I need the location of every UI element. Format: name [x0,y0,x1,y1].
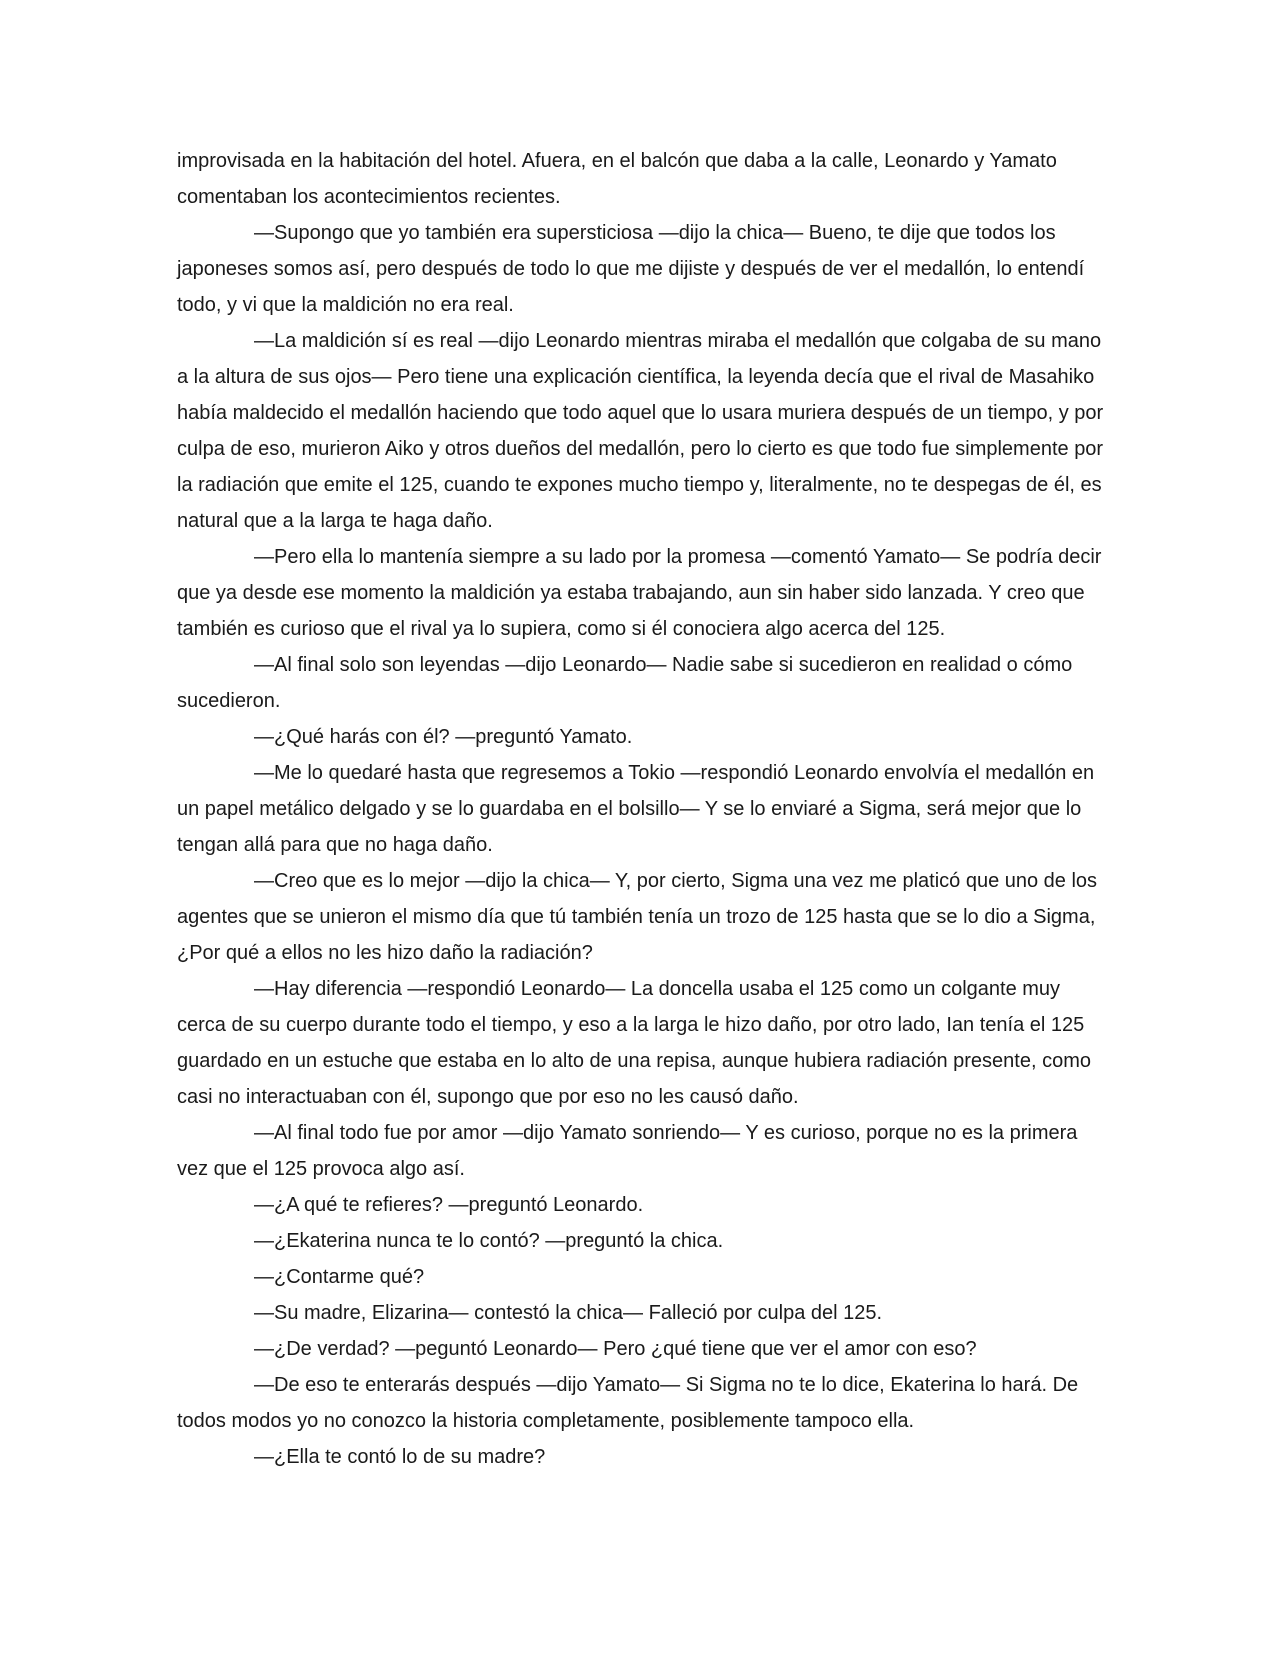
paragraph: —De eso te enterarás después —dijo Yamato— Si Sigma no te lo dice, Ekaterina lo hará. De todos modos yo no conozco la historia completamente, posiblemente tampoco ella. [177,1374,1079,1432]
paragraph: —Su madre, Elizarina— contestó la chica— Falleció por culpa del 125. [254,1302,883,1324]
paragraph: —¿Qué harás con él? —preguntó Yamato. [254,726,633,748]
paragraph: —Hay diferencia —respondió Leonardo— La doncella usaba el 125 como un colgante muy cerca de su cuerpo durante todo el tiempo, y eso a la larga le hizo daño, por otro lado, Ian tenía el 125 guardado en un estuche que estaba en lo alto de una repisa, aunque hubiera radiación presente, como casi no interactuaban con él, supongo que por eso no les causó daño. [177,978,1092,1108]
paragraph: —¿Contarme qué? [254,1266,425,1288]
paragraph: —¿Ekaterina nunca te lo contó? —preguntó la chica. [254,1230,724,1252]
paragraph: —¿Ella te contó lo de su madre? [254,1446,546,1468]
paragraph: —¿A qué te refieres? —preguntó Leonardo. [254,1194,644,1216]
paragraph: improvisada en la habitación del hotel. Afuera, en el balcón que daba a la calle, Leonardo y Yamato comentaban los acontecimientos recientes. [177,150,1057,208]
paragraph: —Al final todo fue por amor —dijo Yamato sonriendo— Y es curioso, porque no es la primera vez que el 125 provoca algo así. [177,1122,1078,1180]
paragraph: —La maldición sí es real —dijo Leonardo mientras miraba el medallón que colgaba de su mano a la altura de sus ojos— Pero tiene una explicación científica, la leyenda decía que el rival de Masahiko había maldecido el medallón haciendo que todo aquel que lo usara muriera después de un tiempo, y por culpa de eso, murieron Aiko y otros dueños del medallón, pero lo cierto es que todo fue simplemente por la radiación que emite el 125, cuando te expones mucho tiempo y, literalmente, no te despegas de él, es natural que a la larga te haga daño. [177,330,1104,532]
document-page [177,143,1109,1475]
paragraph: —Al final solo son leyendas —dijo Leonardo— Nadie sabe si sucedieron en realidad o cómo sucedieron. [177,654,1073,712]
paragraph: —Supongo que yo también era supersticiosa —dijo la chica— Bueno, te dije que todos los japoneses somos así, pero después de todo lo que me dijiste y después de ver el medallón, lo entendí todo, y vi que la maldición no era real. [177,222,1085,316]
paragraph: —Pero ella lo mantenía siempre a su lado por la promesa —comentó Yamato— Se podría decir que ya desde ese momento la maldición ya estaba trabajando, aun sin haber sido lanzada. Y creo que también es curioso que el rival ya lo supiera, como si él conociera algo acerca del 125. [177,546,1102,640]
paragraph: —Me lo quedaré hasta que regresemos a Tokio —respondió Leonardo envolvía el medallón en un papel metálico delgado y se lo guardaba en el bolsillo— Y se lo enviaré a Sigma, será mejor que lo tengan allá para que no haga daño. [177,762,1095,856]
paragraph: —Creo que es lo mejor —dijo la chica— Y, por cierto, Sigma una vez me platicó que uno de los agentes que se unieron el mismo día que tú también tenía un trozo de 125 hasta que se lo dio a Sigma, ¿Por qué a ellos no les hizo daño la radiación? [177,870,1098,964]
paragraph: —¿De verdad? —peguntó Leonardo— Pero ¿qué tiene que ver el amor con eso? [254,1338,977,1360]
